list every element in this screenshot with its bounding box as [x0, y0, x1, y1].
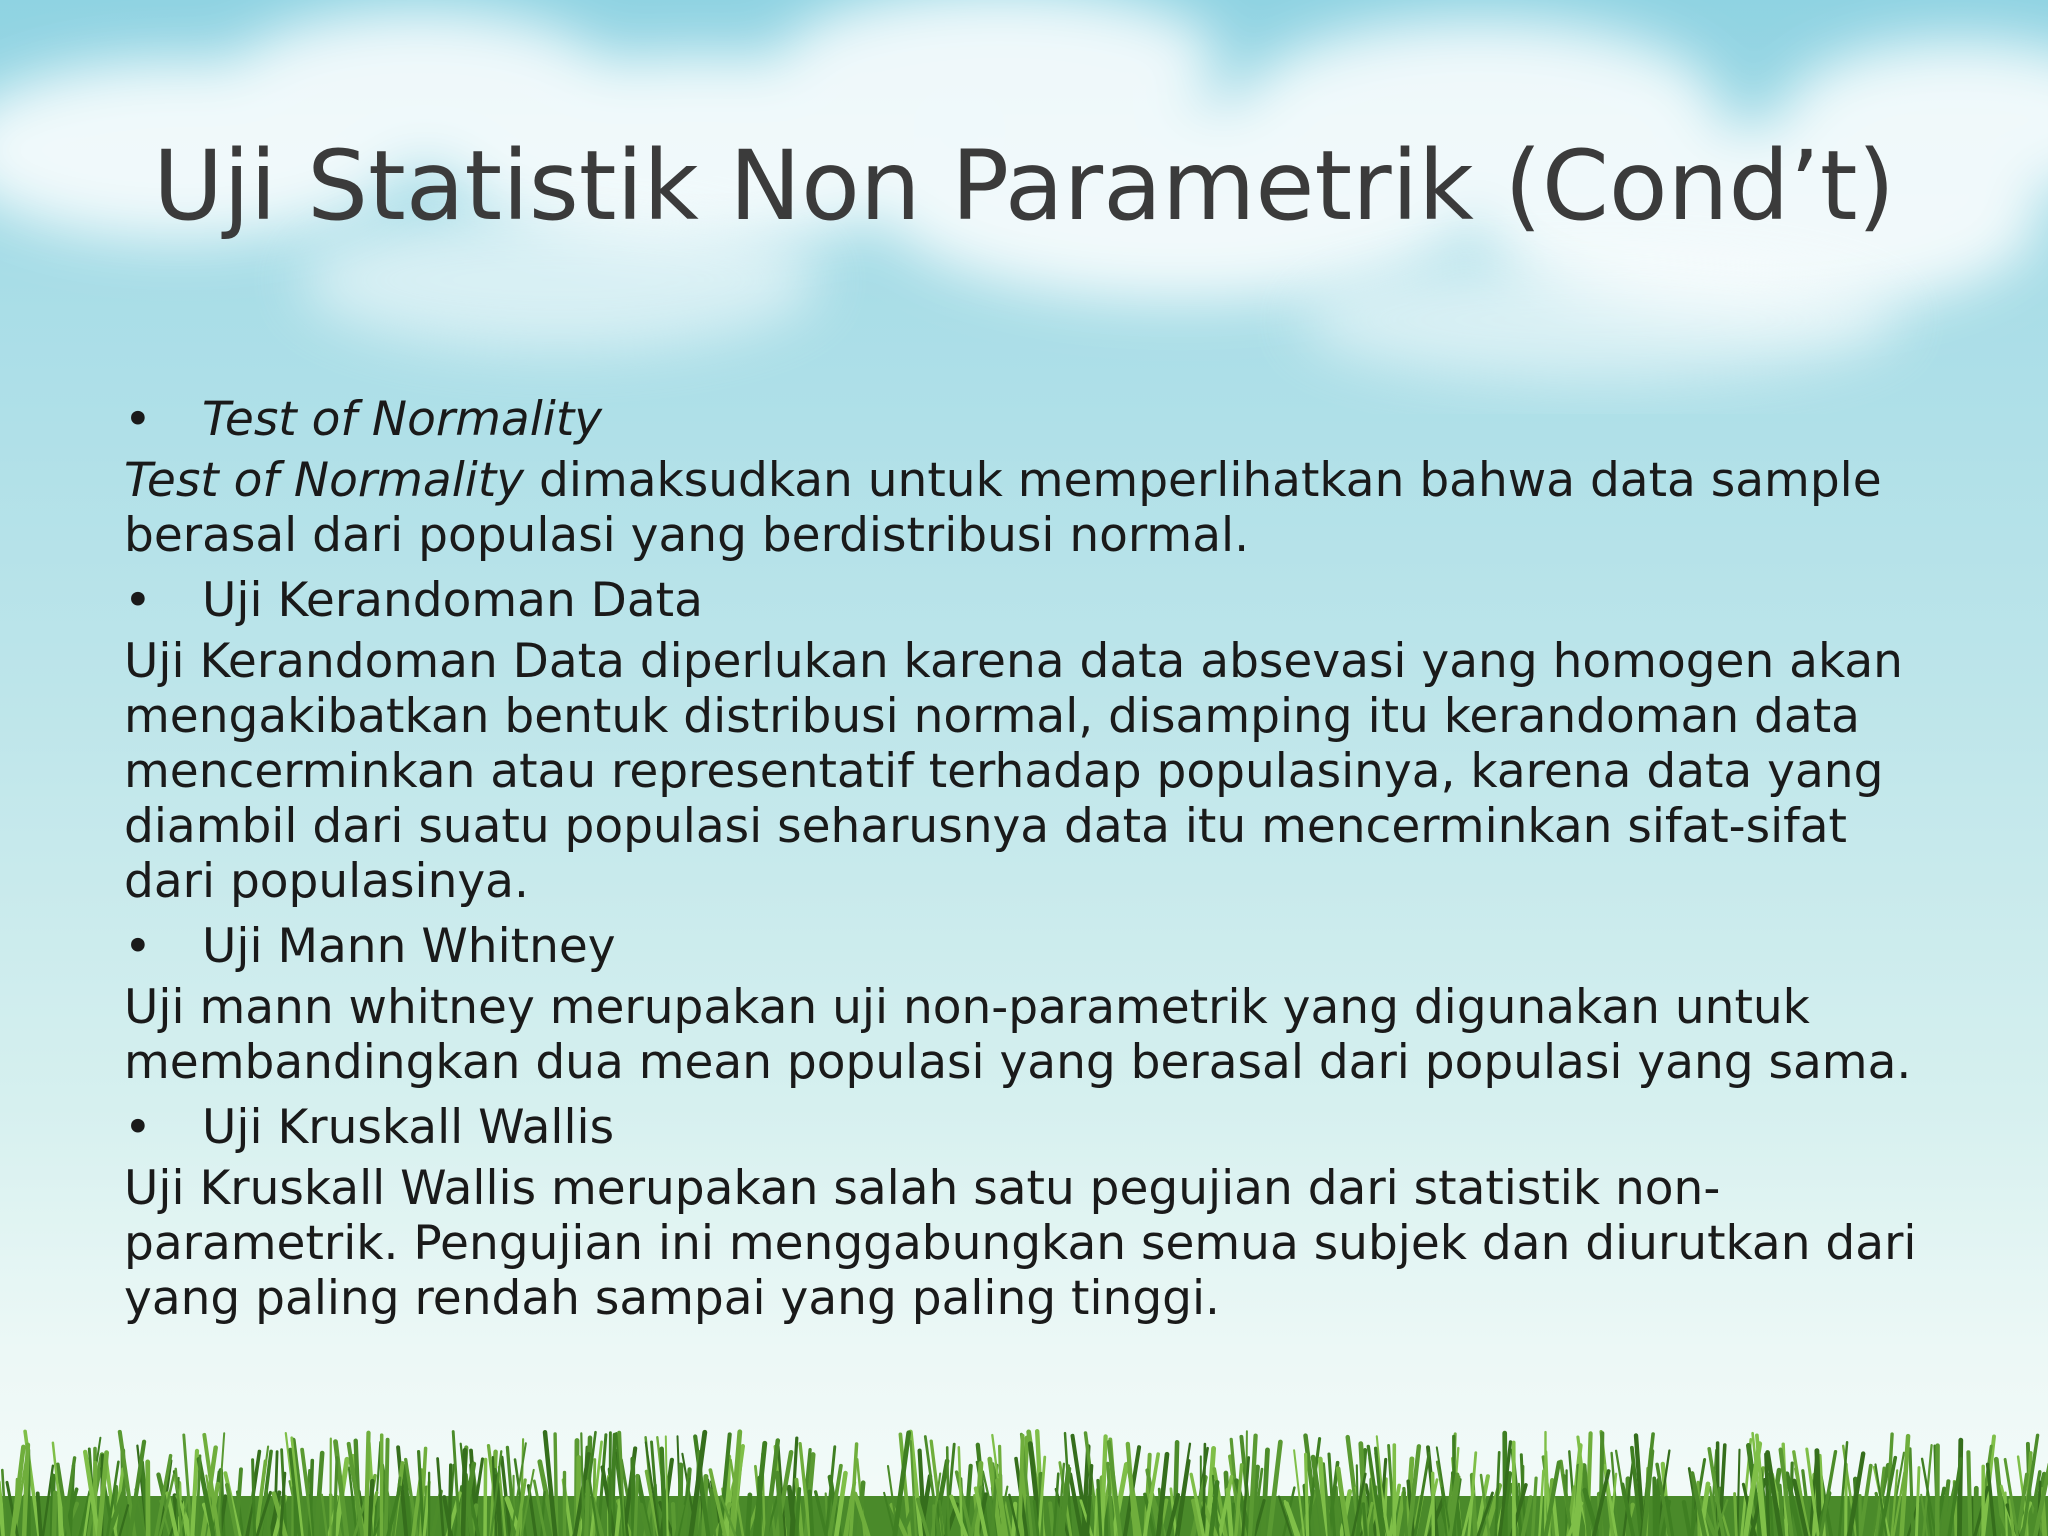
bullet-dot: •	[124, 1100, 152, 1155]
grass-blade	[1959, 1440, 1960, 1536]
grass-blade	[1692, 1489, 1694, 1536]
grass-blade	[1433, 1473, 1434, 1536]
paragraph-uji-mann-whitney: Uji mann whitney merupakan uji non-parametrik yang digunakan untuk membandingkan dua mean populasi yang berasal dari populasi yang sama.	[124, 980, 1912, 1090]
bullet-test-of-normality	[124, 392, 1944, 447]
grass-blade	[810, 1492, 813, 1536]
paragraph-lead: Test of Normality	[124, 453, 525, 508]
bullet-heading: Uji Kruskall Wallis	[202, 1100, 615, 1155]
bullet-heading: Uji Kerandoman Data	[202, 573, 703, 628]
grass-blade	[2006, 1493, 2007, 1536]
grass-blade	[610, 1433, 611, 1536]
grass-blade	[449, 1465, 450, 1536]
grass-blade	[1657, 1480, 1659, 1536]
bullet-dot: •	[124, 919, 152, 974]
grass-blade	[1357, 1465, 1358, 1536]
bullet-uji-kruskall-wallis	[124, 1100, 1944, 1155]
grass-blade	[386, 1440, 388, 1536]
slide-content	[124, 382, 1944, 1332]
slide-title: Uji Statistik Non Parametrik (Cond’t)	[153, 130, 1895, 242]
grass-blade	[947, 1447, 949, 1536]
grass-blade	[586, 1481, 588, 1536]
grass-blade	[1204, 1444, 1205, 1536]
grass-blade	[635, 1476, 637, 1536]
grass-blade	[366, 1433, 369, 1536]
grass-blade	[1335, 1488, 1337, 1536]
bullet-heading: Uji Mann Whitney	[202, 919, 616, 974]
grass-blade	[485, 1460, 486, 1536]
paragraph-test-of-normality	[124, 453, 1944, 563]
grass-blade	[1860, 1496, 1861, 1536]
paragraph-uji-kerandoman-data: Uji Kerandoman Data diperlukan karena data absevasi yang homogen akan mengakibatkan bentuk distribusi normal, disamping itu kerandoman data mencerminkan atau representatif terhadap populasinya, karena data yang diambil dari suatu populasi seharusnya data itu mencerminkan sifat-sifat dari populasinya.	[124, 634, 1903, 909]
grass-blade	[748, 1495, 750, 1536]
grass-blade	[1654, 1478, 1655, 1536]
grass-blade	[54, 1493, 55, 1536]
grass-blade	[633, 1459, 634, 1536]
bullet-uji-mann-whitney	[124, 919, 1944, 974]
grass-blade	[253, 1460, 255, 1536]
bullet-uji-kerandoman-data	[124, 573, 1944, 628]
grass-blade	[1968, 1452, 1970, 1536]
paragraph-text: dimaksudkan untuk memperlihatkan bahwa data sample berasal dari populasi yang berdistribusi normal.	[124, 453, 1882, 563]
grass-blade	[1735, 1494, 1737, 1536]
bullet-heading: Test of Normality	[202, 392, 603, 447]
grass-border	[0, 1426, 2048, 1536]
grass-blade	[1601, 1433, 1603, 1536]
bullet-dot: •	[124, 573, 152, 628]
paragraph-uji-kruskall-wallis: Uji Kruskall Wallis merupakan salah satu pegujian dari statistik non-parametrik. Pengujian ini menggabungkan semua subjek dan diurutkan dari yang paling rendah sampai yang paling tinggi.	[124, 1161, 1917, 1326]
grass-blade	[1306, 1454, 1308, 1536]
grass-blade	[463, 1450, 465, 1536]
grass-blade	[673, 1504, 674, 1536]
bullet-dot: •	[124, 392, 152, 447]
